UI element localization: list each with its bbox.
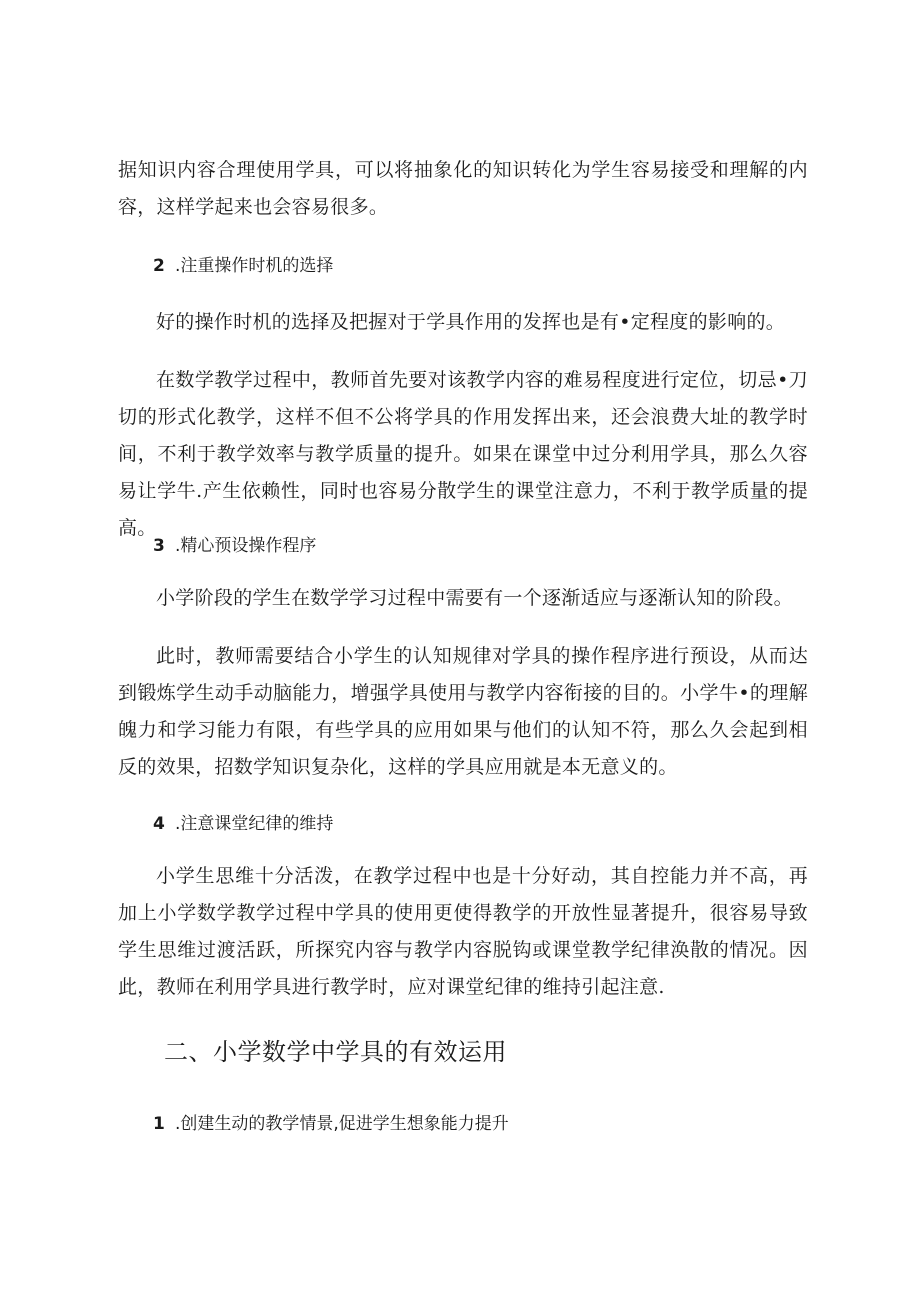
subheading-4 (153, 812, 843, 836)
section-heading: 二、小学数学中学具的有效运用 (164, 1038, 507, 1066)
subheading-1-number: 1 (153, 1114, 165, 1134)
subheading-2-number: 2 (153, 256, 165, 276)
subheading-3-number: 3 (153, 536, 165, 556)
subheading-4-text: .注意课堂纪律的维持 (175, 814, 334, 834)
paragraph-2b: 在数学教学过程中，教师首先要对该教学内容的难易程度进行定位，切忌•刀切的形式化教学，这样不但不公将学具的作用发挥出来，还会浪费大址的教学时间，不利于教学效率与教学质量的提升。如果在课堂中过分利用学具，那么久容易让学牛.产生依赖性，同时也容易分散学生的课堂注意力，不利于教学质量的提高。 (118, 369, 808, 539)
subheading-4-number: 4 (153, 814, 165, 834)
paragraph-2a: 好的操作时机的选择及把握对于学具作用的发挥也是有•定程度的影响的。 (156, 311, 786, 333)
subheading-3 (153, 534, 843, 558)
paragraph-3a: 小学阶段的学生在数学学习过程中需要有一个逐渐适应与逐渐认知的阶段。 (156, 587, 793, 609)
subheading-2-text: .注重操作时机的选择 (175, 256, 334, 276)
paragraph-continued: 据知识内容合理使用学具，可以将抽象化的知识转化为学生容易接受和理解的内容，这样学起来也会容易很多。 (118, 159, 808, 218)
subheading-2 (153, 254, 843, 278)
paragraph-3b: 此时，教师需要结合小学生的认知规律对学具的操作程序进行预设，从而达到锻炼学生动手动脑能力，增强学具使用与教学内容衔接的目的。小学牛•的理解魄力和学习能力有限，有些学具的应用如果与他们的认知不符，那么久会起到相反的效果，招数学知识复杂化，这样的学具应用就是本无意义的。 (118, 645, 808, 778)
subheading-3-text: .精心预设操作程序 (175, 536, 317, 556)
subheading-1 (153, 1112, 843, 1136)
paragraph-4a: 小学生思维十分活泼，在教学过程中也是十分好动，其自控能力并不高，再加上小学数学教学过程中学具的使用更使得教学的开放性显著提升，很容易导致学生思维过渡活跃，所探究内容与教学内容脱钩或课堂教学纪律涣散的情况。因此，教师在利用学具进行教学时，应对课堂纪律的维持引起注意. (118, 865, 808, 998)
subheading-1-text: .创建生动的教学情景,促进学生想象能力提升 (175, 1114, 509, 1134)
